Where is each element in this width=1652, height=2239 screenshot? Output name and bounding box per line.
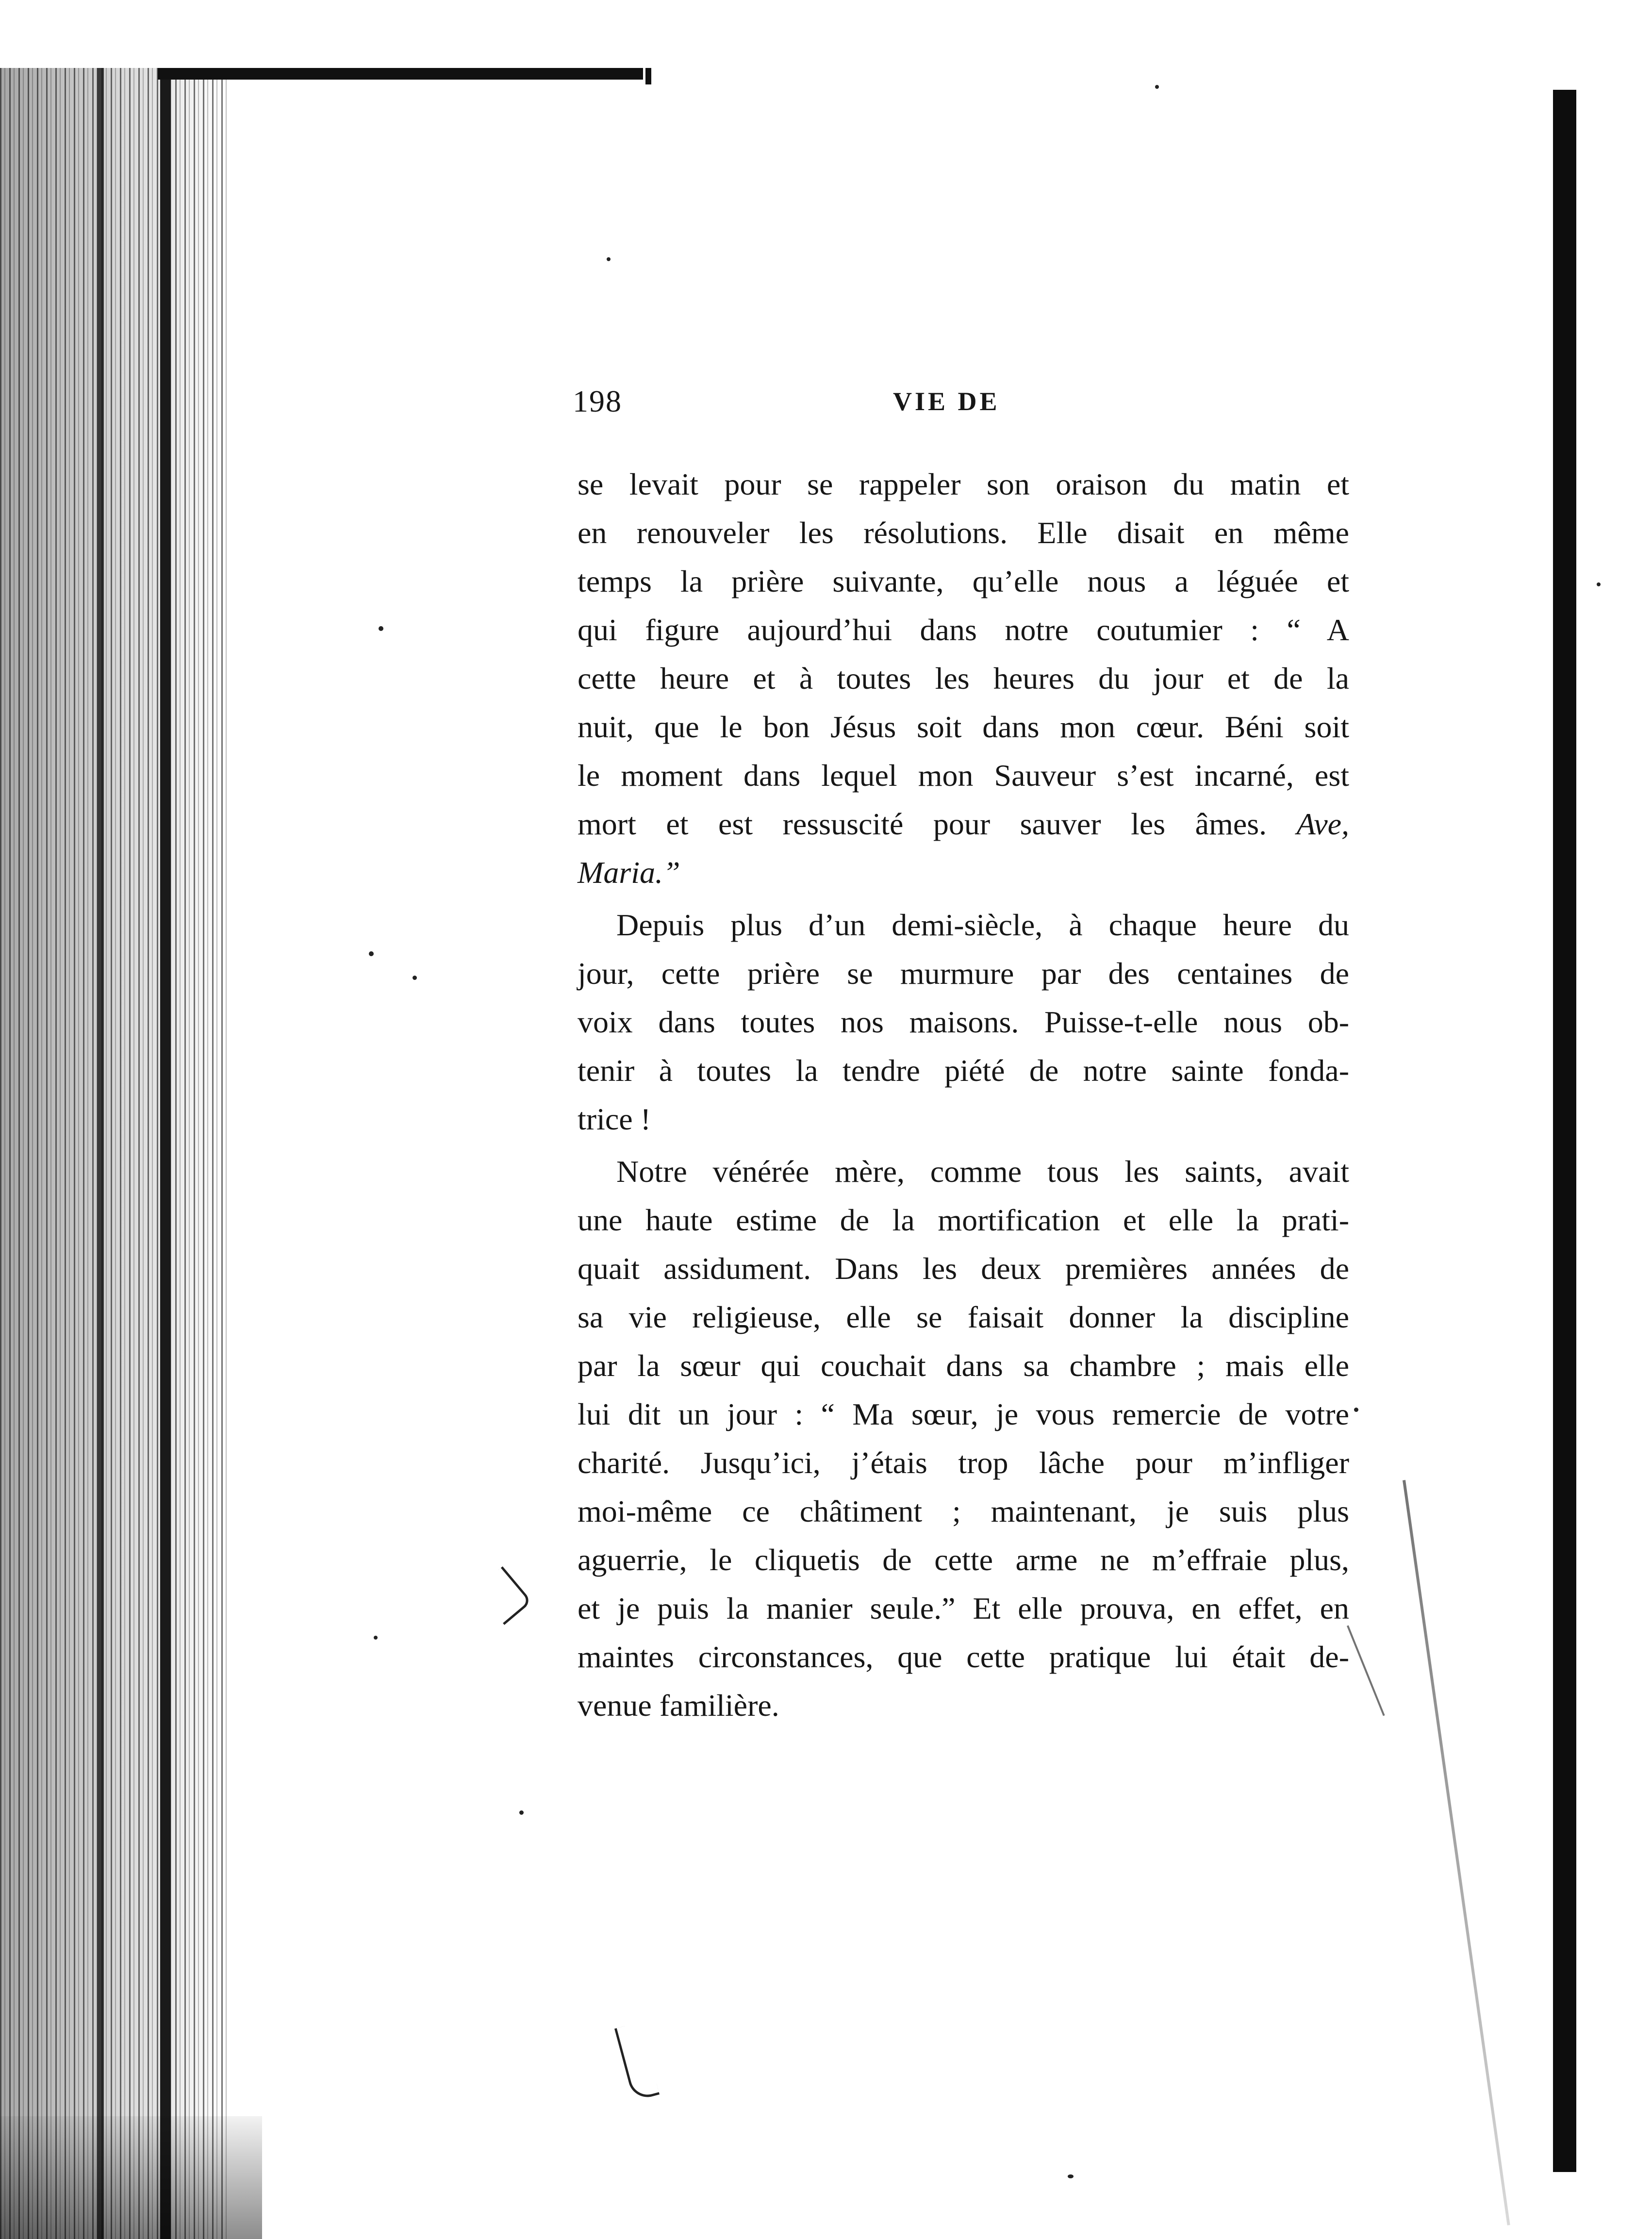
- paper-crease-line: [1403, 1480, 1510, 2225]
- scan-edge-line: [97, 68, 104, 2239]
- text-line: mort et est ressuscité pour sauver les âmes. Ave,: [578, 807, 1349, 841]
- text-line: lui dit un jour : “ Ma sœur, je vous remercie de votre: [578, 1397, 1349, 1431]
- body-text: [578, 460, 1349, 1730]
- text-line: se levait pour se rappeler son oraison du matin et: [578, 467, 1349, 501]
- paper-crease-line: [1347, 1625, 1385, 1716]
- scan-edge-line: [160, 68, 171, 2239]
- text-line: maintes circonstances, que cette pratique lui était de-: [578, 1640, 1349, 1674]
- running-head: VIE DE: [893, 387, 1000, 416]
- text-line: une haute estime de la mortification et elle la prati-: [578, 1203, 1349, 1237]
- text-line: cette heure et à toutes les heures du jour et de la: [578, 661, 1349, 696]
- scan-top-bar-tick: [645, 68, 651, 84]
- text-line: nuit, que le bon Jésus soit dans mon cœur. Béni soit: [578, 710, 1349, 744]
- text-line: charité. Jusqu’ici, j’étais trop lâche pour m’infliger: [578, 1445, 1349, 1480]
- scan-speck: [369, 951, 374, 956]
- scan-right-edge-bar: [1553, 90, 1576, 2172]
- scan-speck: [1068, 2174, 1074, 2178]
- text-line: Maria.”: [578, 855, 680, 890]
- scan-speck: [379, 626, 383, 631]
- scan-speck: [1597, 582, 1601, 586]
- text-line: et je puis la manier seule.” Et elle prouva, en effet, en: [578, 1591, 1349, 1625]
- text-line: tenir à toutes la tendre piété de notre sainte fonda-: [578, 1053, 1349, 1088]
- scan-speck: [374, 1636, 378, 1640]
- text-line: par la sœur qui couchait dans sa chambre ; mais elle: [578, 1348, 1349, 1383]
- text-line: en renouveler les résolutions. Elle disait en même: [578, 515, 1349, 550]
- text-line: moi-même ce châtiment ; maintenant, je suis plus: [578, 1494, 1349, 1528]
- text-line: jour, cette prière se murmure par des centaines de: [578, 956, 1349, 991]
- text-line: venue familière.: [578, 1688, 779, 1723]
- scan-speck: [1155, 85, 1159, 89]
- text-line: aguerrie, le cliquetis de cette arme ne m’effraie plus,: [578, 1542, 1349, 1577]
- scan-edge-shadow: [0, 68, 228, 2239]
- scan-bottom-shadow: [0, 2116, 262, 2239]
- text-line: le moment dans lequel mon Sauveur s’est incarné, est: [578, 758, 1349, 793]
- scan-speck: [1354, 1408, 1358, 1412]
- text-line: sa vie religieuse, elle se faisait donner la discipline: [578, 1300, 1349, 1334]
- page-header: [573, 383, 1349, 427]
- margin-pencil-mark: [614, 2022, 660, 2102]
- scan-speck: [413, 976, 417, 980]
- text-line: Notre vénérée mère, comme tous les saints, avait: [616, 1154, 1349, 1189]
- scan-speck: [607, 257, 611, 261]
- margin-pencil-mark: [475, 1566, 532, 1625]
- text-line: temps la prière suivante, qu’elle nous a léguée et: [578, 564, 1349, 598]
- scan-speck: [519, 1810, 524, 1815]
- text-line: trice !: [578, 1102, 651, 1136]
- text-line: voix dans toutes nos maisons. Puisse-t-elle nous ob-: [578, 1005, 1349, 1039]
- text-line: qui figure aujourd’hui dans notre coutumier : “ A: [578, 613, 1349, 647]
- scan-top-bar: [158, 68, 643, 80]
- text-line: quait assidument. Dans les deux premières années de: [578, 1251, 1349, 1286]
- text-line: Depuis plus d’un demi-siècle, à chaque heure du: [616, 908, 1349, 942]
- page-number: 198: [573, 384, 622, 418]
